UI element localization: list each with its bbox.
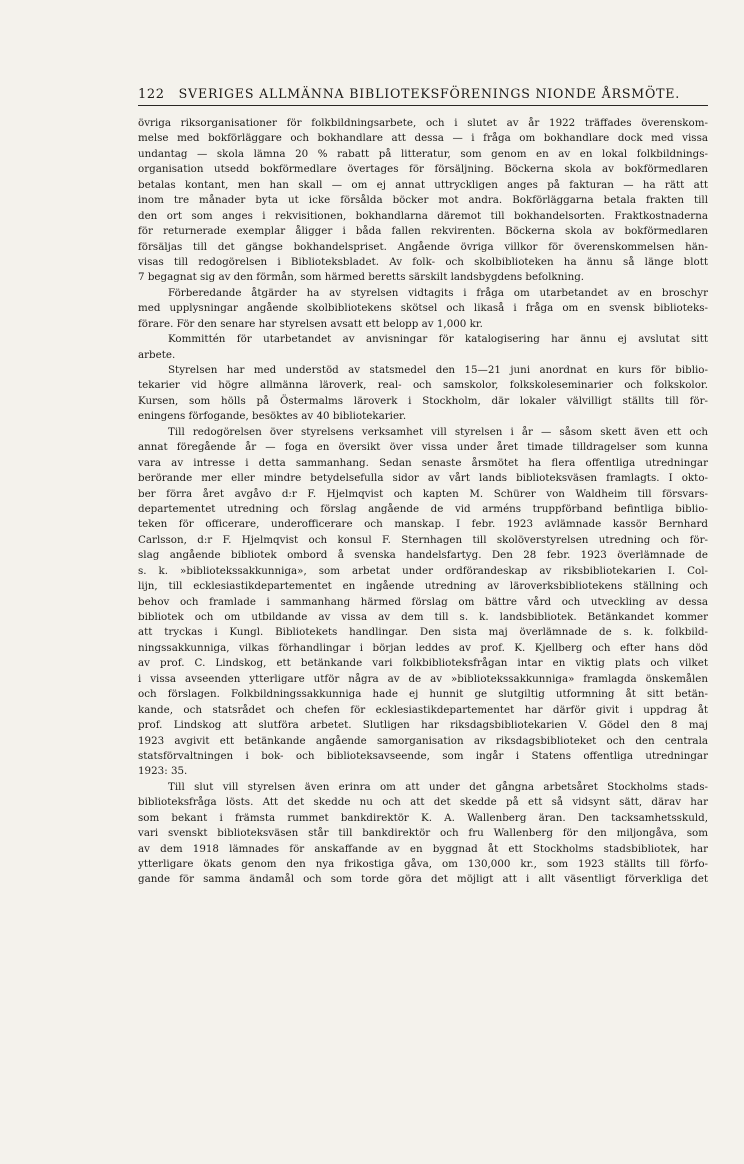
text-line: försäljas till det gängse bokhandelspriset. Angående övriga villkor för överenskommelsen hän- xyxy=(138,240,708,253)
text-line: organisation utsedd bokförmedlare övertages för försäljning. Böckerna skola av bokförmedlaren xyxy=(138,163,708,176)
text-line: 1923: 35. xyxy=(138,765,188,778)
page-number: 122 xyxy=(138,87,165,102)
text-line: Carlsson, d:r F. Hjelmqvist och konsul F. Sternhagen till skolöverstyrelsen utredning och för- xyxy=(138,533,708,546)
text-line: berörande mer eller mindre betydelsefulla sidor av vårt lands biblioteksväsen framlagts. I okto- xyxy=(138,472,708,485)
text-line: i vissa avseenden ytterligare utför några av de av »bibliotekssakkunniga» framlagda önskemålen xyxy=(138,672,708,685)
text-line: arbete. xyxy=(138,348,176,361)
text-line: för returnerade exemplar åligger i båda fallen rekvirenten. Böckerna skola av bokförmedlaren xyxy=(138,225,708,238)
text-line: inom tre månader byta ut icke försålda böcker mot andra. Bokförläggarna betala frakten till xyxy=(138,194,708,207)
book-page xyxy=(138,86,708,888)
text-line: den ort som anges i rekvisitionen, bokhandlarna däremot till bokhandelsorten. Fraktkostnaderna xyxy=(138,209,708,222)
text-line: lijn, till ecklesiastikdepartementet en ingående utredning av läroverksbibliotekens ställning och xyxy=(138,580,708,593)
running-header xyxy=(138,86,708,106)
text-line: undantag — skola lämna 20 % rabatt på litteratur, som genom en av en lokal folkbildnings- xyxy=(138,147,708,160)
text-line: förare. För den senare har styrelsen avsatt ett belopp av 1,000 kr. xyxy=(138,317,483,330)
text-line: Till redogörelsen över styrelsens verksamhet vill styrelsen i år — såsom skett även ett och xyxy=(168,425,708,438)
text-line: gande för samma ändamål och som torde göra det möjligt att i allt väsentligt förverkliga det xyxy=(138,873,708,886)
text-line: som bekant i främsta rummet bankdirektör K. A. Wallenberg äran. Den tacksamhetsskuld, xyxy=(138,811,708,824)
text-line: biblioteksfråga lösts. Att det skedde nu och att det skedde på ett så vidsynt sätt, därav har xyxy=(138,796,708,809)
text-line: Styrelsen har med understöd av statsmedel den 15—21 juni anordnat en kurs för biblio- xyxy=(168,364,708,376)
text-line: ber förra året avgåvo d:r F. Hjelmqvist och kapten M. Schürer von Waldheim till försvars- xyxy=(138,487,708,500)
text-line: ningssakkunniga, vilkas förhandlingar i början leddes av prof. K. Kjellberg och efter hans död xyxy=(138,641,708,654)
text-line: annat föregående år — foga en översikt över vissa under året timade tilldragelser som kunna xyxy=(138,441,708,454)
text-line: eningens förfogande, besöktes av 40 bibliotekarier. xyxy=(138,410,407,423)
text-line: av dem 1918 lämnades för anskaffande av en byggnad åt ett Stockholms stadsbibliotek, har xyxy=(138,842,708,855)
text-line: departementet utredning och förslag angående de vid arméns truppförband befintliga biblio- xyxy=(138,502,708,515)
text-line: Till slut vill styrelsen även erinra om att under det gångna arbetsåret Stockholms stads- xyxy=(168,780,708,793)
text-line: 1923 avgivit ett betänkande angående samorganisation av riksdagsbiblioteket och den centrala xyxy=(138,734,708,747)
text-line: ytterligare ökats genom den nya frikostiga gåva, om 130,000 kr., som 1923 ställts till förfo- xyxy=(138,858,708,870)
text-line: vari svenskt biblioteksväsen står till bankdirektör och fru Wallenberg för den miljongåva, som xyxy=(138,827,708,840)
text-line: av prof. C. Lindskog, ett betänkande vari folkbiblioteksfrågan intar en viktig plats och vilket xyxy=(138,657,708,670)
text-line: Förberedande åtgärder ha av styrelsen vidtagits i fråga om utarbetandet av en broschyr xyxy=(168,286,708,299)
text-line: med upplysningar angående skolbibliotekens skötsel och likaså i fråga om en svensk biblioteks- xyxy=(138,302,708,315)
text-line: kande, och statsrådet och chefen för ecklesiastikdepartementet har därför givit i uppdrag åt xyxy=(138,703,708,716)
text-line: 7 begagnat sig av den förmån, som härmed beretts särskilt landsbygdens befolkning. xyxy=(138,271,585,284)
text-line: att tryckas i Kungl. Bibliotekets handlingar. Den sista maj överlämnade de s. k. folkbild- xyxy=(138,626,708,639)
text-line: betalas kontant, men han skall — om ej annat uttryckligen anges på fakturan — ha rätt att xyxy=(138,178,708,191)
text-line: s. k. »bibliotekssakkunniga», som arbetat under ordförandeskap av riksbibliotekarien I. Col- xyxy=(138,564,708,577)
text-line: melse med bokförläggare och bokhandlare att dessa — i fråga om bokhandlare dock med vissa xyxy=(138,132,708,145)
text-line: behov och framlade i sammanhang härmed förslag om bättre vård och utveckling av dessa xyxy=(138,595,708,608)
text-line: visas till redogörelsen i Biblioteksbladet. Av folk- och skolbiblioteken ha ännu så länge blott xyxy=(138,255,708,268)
text-line: prof. Lindskog att slutföra arbetet. Slutligen har riksdagsbibliotekarien V. Gödel den 8 maj xyxy=(138,719,708,732)
text-line: Kursen, som hölls på Östermalms läroverk i Stockholm, där lokaler välvilligt ställts till för- xyxy=(138,394,708,407)
text-line: bibliotek och om utbildande av vissa av dem till s. k. landsbibliotek. Betänkandet kommer xyxy=(138,611,708,623)
text-line: slag angående bibliotek ombord å svenska handelsfartyg. Den 28 febr. 1923 överlämnade de xyxy=(138,549,708,562)
text-line: teken för officerare, underofficerare och manskap. I febr. 1923 avlämnade kassör Bernhard xyxy=(138,518,708,531)
text-line: vara av intresse i detta sammanhang. Sedan senaste årsmötet ha flera offentliga utredningar xyxy=(138,456,708,469)
body-text xyxy=(138,116,708,888)
running-title: SVERIGES ALLMÄNNA BIBLIOTEKSFÖRENINGS NIONDE ÅRSMÖTE. xyxy=(178,86,681,101)
text-line: övriga riksorganisationer för folkbildningsarbete, och i slutet av år 1922 träffades överenskom- xyxy=(138,117,708,129)
text-line: tekarier vid högre allmänna läroverk, real- och samskolor, folkskoleseminarier och folkskolor. xyxy=(138,379,708,392)
text-line: Kommittén för utarbetandet av anvisningar för katalogisering har ännu ej avslutat sitt xyxy=(168,333,708,346)
text-line: och förslagen. Folkbildningssakkunniga hade ej hunnit ge slutgiltig utformning åt sitt betän- xyxy=(138,688,708,701)
text-line: statsförvaltningen i bok- och biblioteksavseende, som ingår i Statens offentliga utredningar xyxy=(138,749,708,762)
